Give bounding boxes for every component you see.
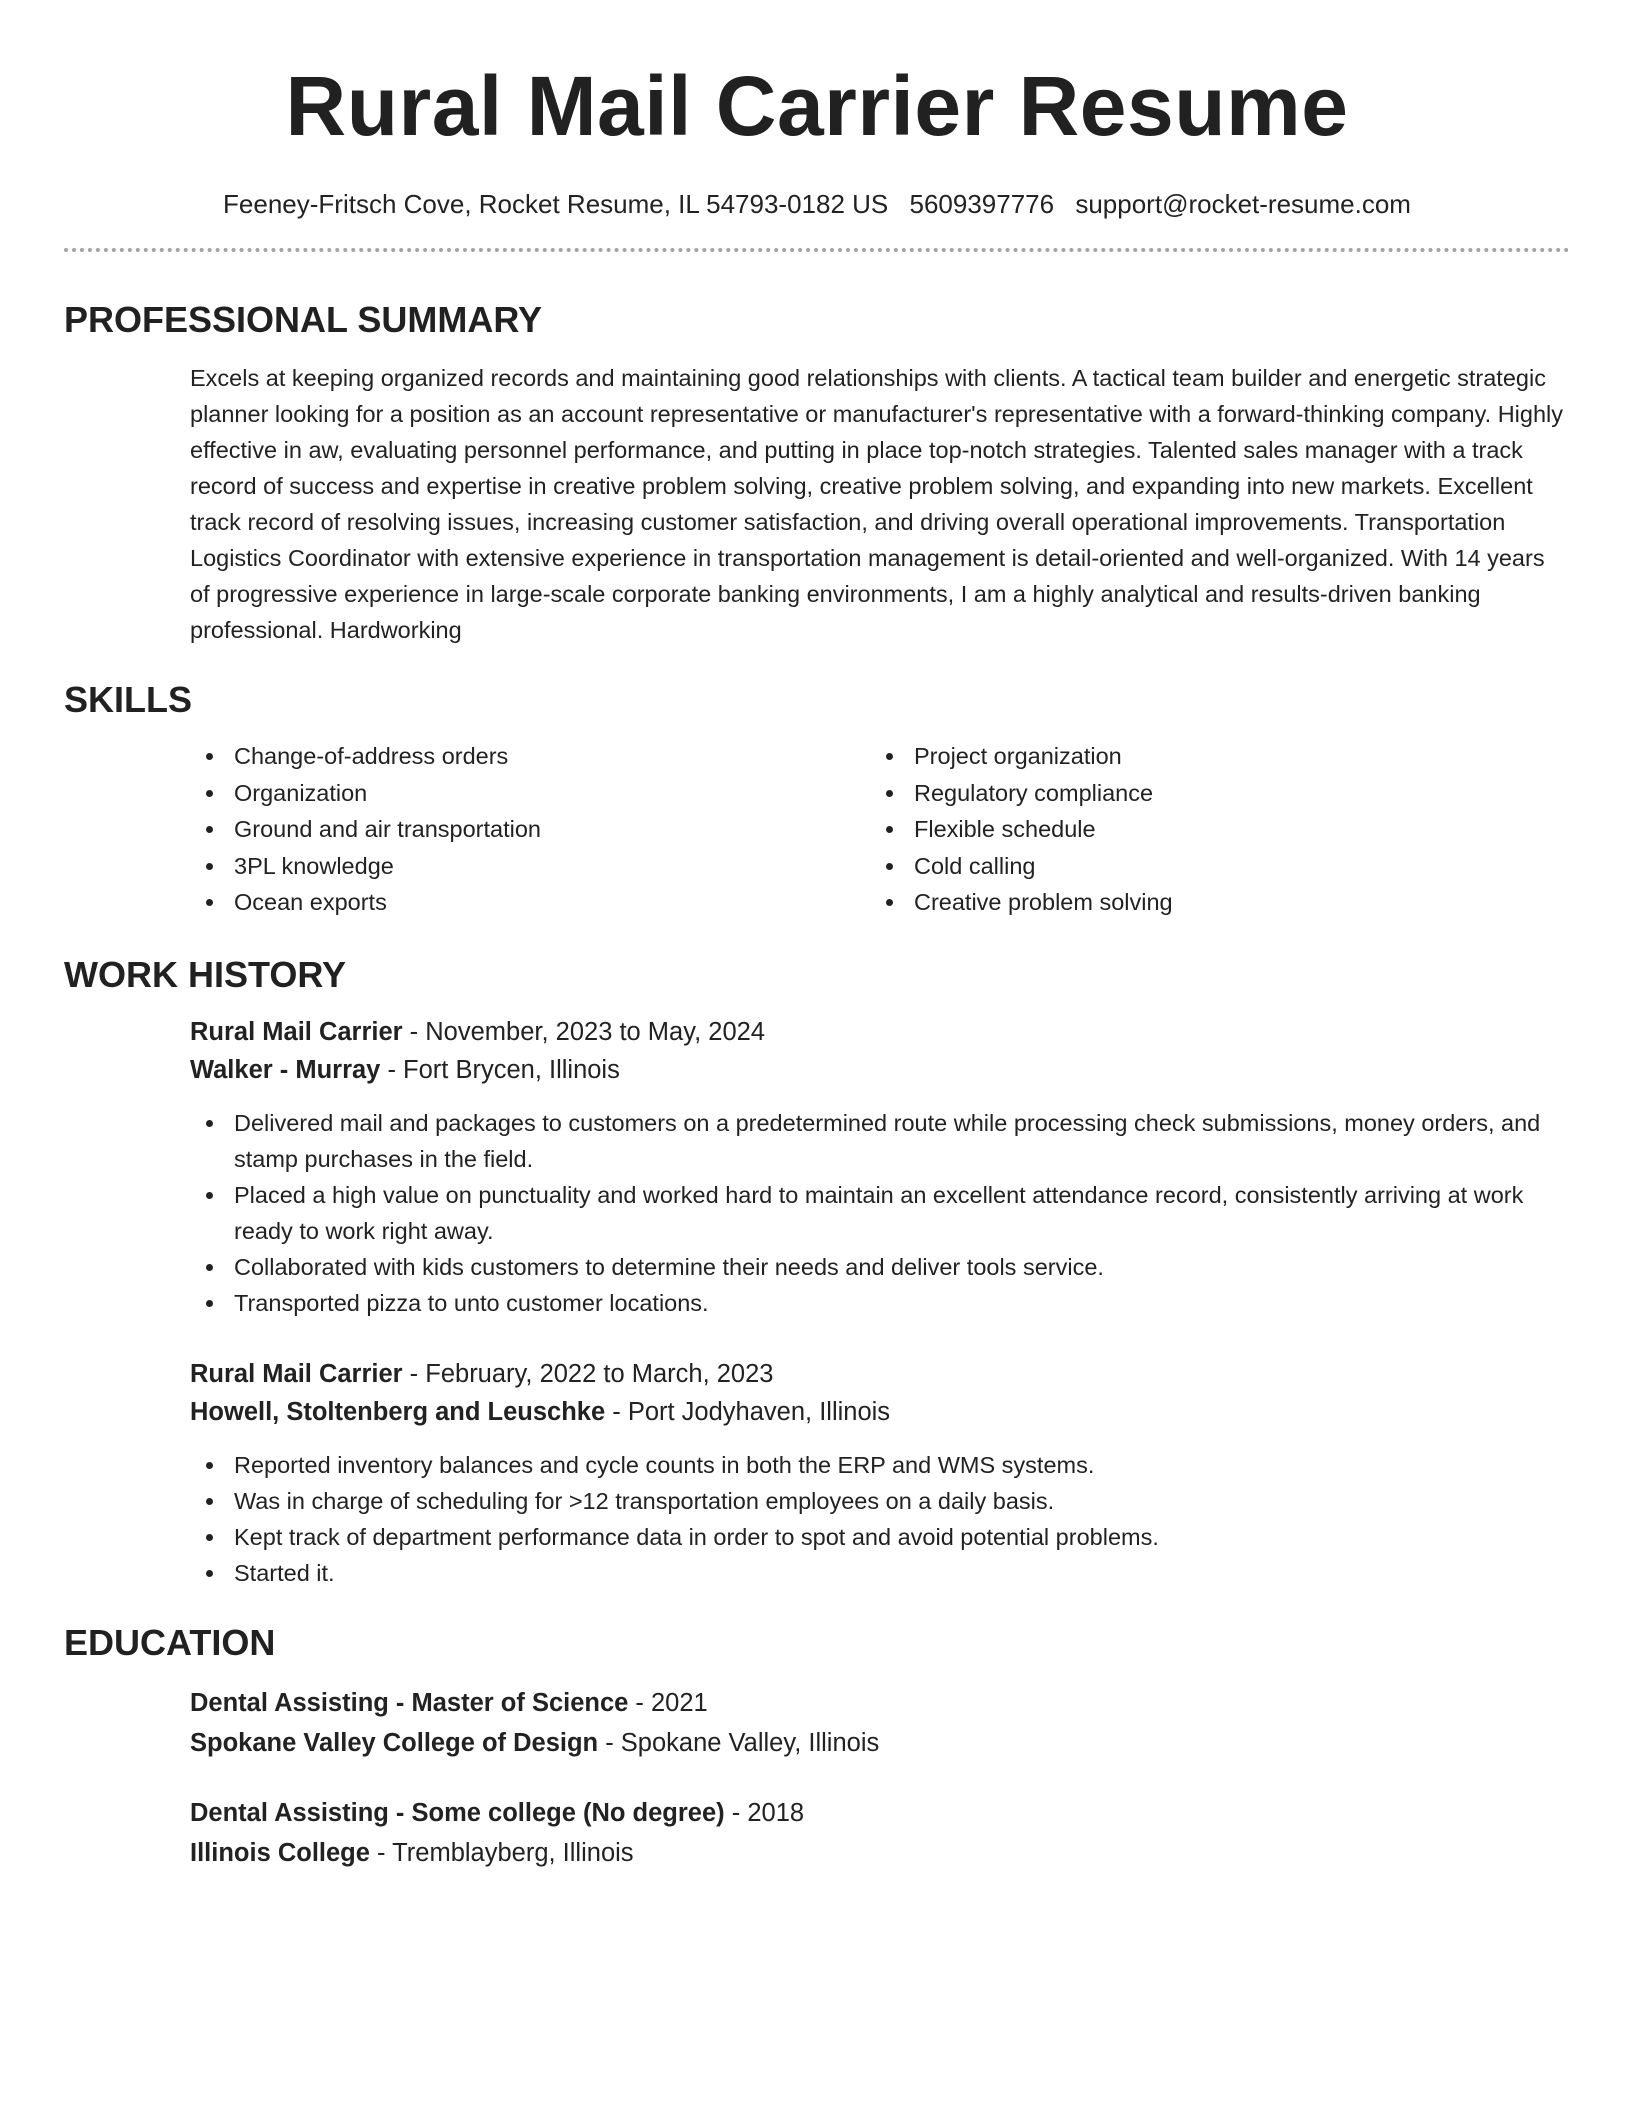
- skill-item: 3PL knowledge: [190, 848, 870, 885]
- skill-item: Ground and air transportation: [190, 811, 870, 848]
- education-degree: Dental Assisting - Master of Science: [190, 1688, 629, 1717]
- skill-item: Ocean exports: [190, 884, 870, 921]
- education-year: - 2018: [724, 1798, 805, 1827]
- skills-list: [190, 738, 1570, 921]
- job-bullets: [190, 1105, 1570, 1321]
- job-title: Rural Mail Carrier: [190, 1359, 403, 1388]
- skill-item: Flexible schedule: [870, 811, 1550, 848]
- skills-heading: SKILLS: [64, 679, 193, 720]
- education-degree-line: [190, 1683, 1570, 1723]
- job-title: Rural Mail Carrier: [190, 1017, 403, 1046]
- job-bullet: Was in charge of scheduling for >12 transportation employees on a daily basis.: [190, 1483, 1570, 1519]
- work-history-heading: WORK HISTORY: [64, 953, 347, 995]
- job-bullet: Kept track of department performance data in order to spot and avoid potential problems.: [190, 1519, 1570, 1555]
- education-entry: [190, 1683, 1570, 1763]
- summary-text: Excels at keeping organized records and maintaining good relationships with clients. A tactical team builder and energetic strategic planner looking for a position as an account representative or manufacturer's representative with a forward-thinking company. Highly effective in aw, evaluating personnel performance, and putting in place top-notch strategies. Talented sales manager with a track record of success and expertise in creative problem solving, creative problem solving, and expanding into new markets. Excellent track record of resolving issues, increasing customer satisfaction, and driving overall operational improvements. Transportation Logistics Coordinator with extensive experience in transportation management is detail-oriented and well-organized. With 14 years of progressive experience in large-scale corporate banking environments, I am a highly analytical and results-driven banking professional. Hardworking: [190, 365, 1563, 643]
- job-bullet: Transported pizza to unto customer locations.: [190, 1285, 1570, 1321]
- job-location: - Fort Brycen, Illinois: [380, 1055, 620, 1084]
- header-divider: [64, 248, 1570, 252]
- contact-email: support@rocket-resume.com: [1075, 189, 1411, 219]
- job-bullet: Placed a high value on punctuality and worked hard to maintain an excellent attendance record, consistently arriving at work ready to work right away.: [190, 1177, 1570, 1249]
- contact-phone: 5609397776: [909, 189, 1055, 219]
- education-school: Spokane Valley College of Design: [190, 1728, 599, 1757]
- job-company-line: [190, 1393, 1570, 1431]
- education-school-line: [190, 1833, 1570, 1873]
- resume-page: [64, 0, 1570, 1873]
- job-dates: - November, 2023 to May, 2024: [402, 1017, 765, 1046]
- job-dates: - February, 2022 to March, 2023: [402, 1359, 774, 1388]
- education-degree-line: [190, 1793, 1570, 1833]
- education-section: [64, 1621, 1570, 1873]
- skills-section: [64, 678, 1570, 921]
- contact-line: [64, 188, 1570, 220]
- contact-address: Feeney-Fritsch Cove, Rocket Resume, IL 54793-0182 US: [223, 189, 889, 219]
- education-entry: [190, 1793, 1570, 1873]
- job-company: Howell, Stoltenberg and Leuschke: [190, 1397, 606, 1426]
- job-bullet: Reported inventory balances and cycle counts in both the ERP and WMS systems.: [190, 1447, 1570, 1483]
- education-degree: Dental Assisting - Some college (No degree): [190, 1798, 725, 1827]
- education-heading: EDUCATION: [64, 1621, 276, 1663]
- education-location: - Tremblayberg, Illinois: [369, 1838, 634, 1867]
- skills-column-right: [870, 738, 1550, 921]
- work-history-section: [64, 953, 1570, 1591]
- education-location: - Spokane Valley, Illinois: [598, 1728, 880, 1757]
- skills-column-left: [190, 738, 870, 921]
- job-bullet: Collaborated with kids customers to determine their needs and deliver tools service.: [190, 1249, 1570, 1285]
- summary-heading: PROFESSIONAL SUMMARY: [64, 299, 543, 340]
- education-school: Illinois College: [190, 1838, 370, 1867]
- job-bullets: [190, 1447, 1570, 1591]
- skill-item: Change-of-address orders: [190, 738, 870, 775]
- job-location: - Port Jodyhaven, Illinois: [605, 1397, 891, 1426]
- job-title-line: [190, 1013, 1570, 1051]
- job-entry: [190, 1355, 1570, 1431]
- job-title-line: [190, 1355, 1570, 1393]
- job-company: Walker - Murray: [190, 1055, 381, 1084]
- job-bullet: Delivered mail and packages to customers on a predetermined route while processing check submissions, money orders, and stamp purchases in the field.: [190, 1105, 1570, 1177]
- job-entry: [190, 1013, 1570, 1089]
- skill-item: Creative problem solving: [870, 884, 1550, 921]
- skill-item: Regulatory compliance: [870, 775, 1550, 812]
- education-school-line: [190, 1723, 1570, 1763]
- job-company-line: [190, 1051, 1570, 1089]
- job-bullet: Started it.: [190, 1555, 1570, 1591]
- skill-item: Project organization: [870, 738, 1550, 775]
- skill-item: Cold calling: [870, 848, 1550, 885]
- education-year: - 2021: [628, 1688, 708, 1717]
- resume-title: Rural Mail Carrier Resume: [285, 59, 1349, 153]
- skill-item: Organization: [190, 775, 870, 812]
- summary-section: [64, 298, 1570, 648]
